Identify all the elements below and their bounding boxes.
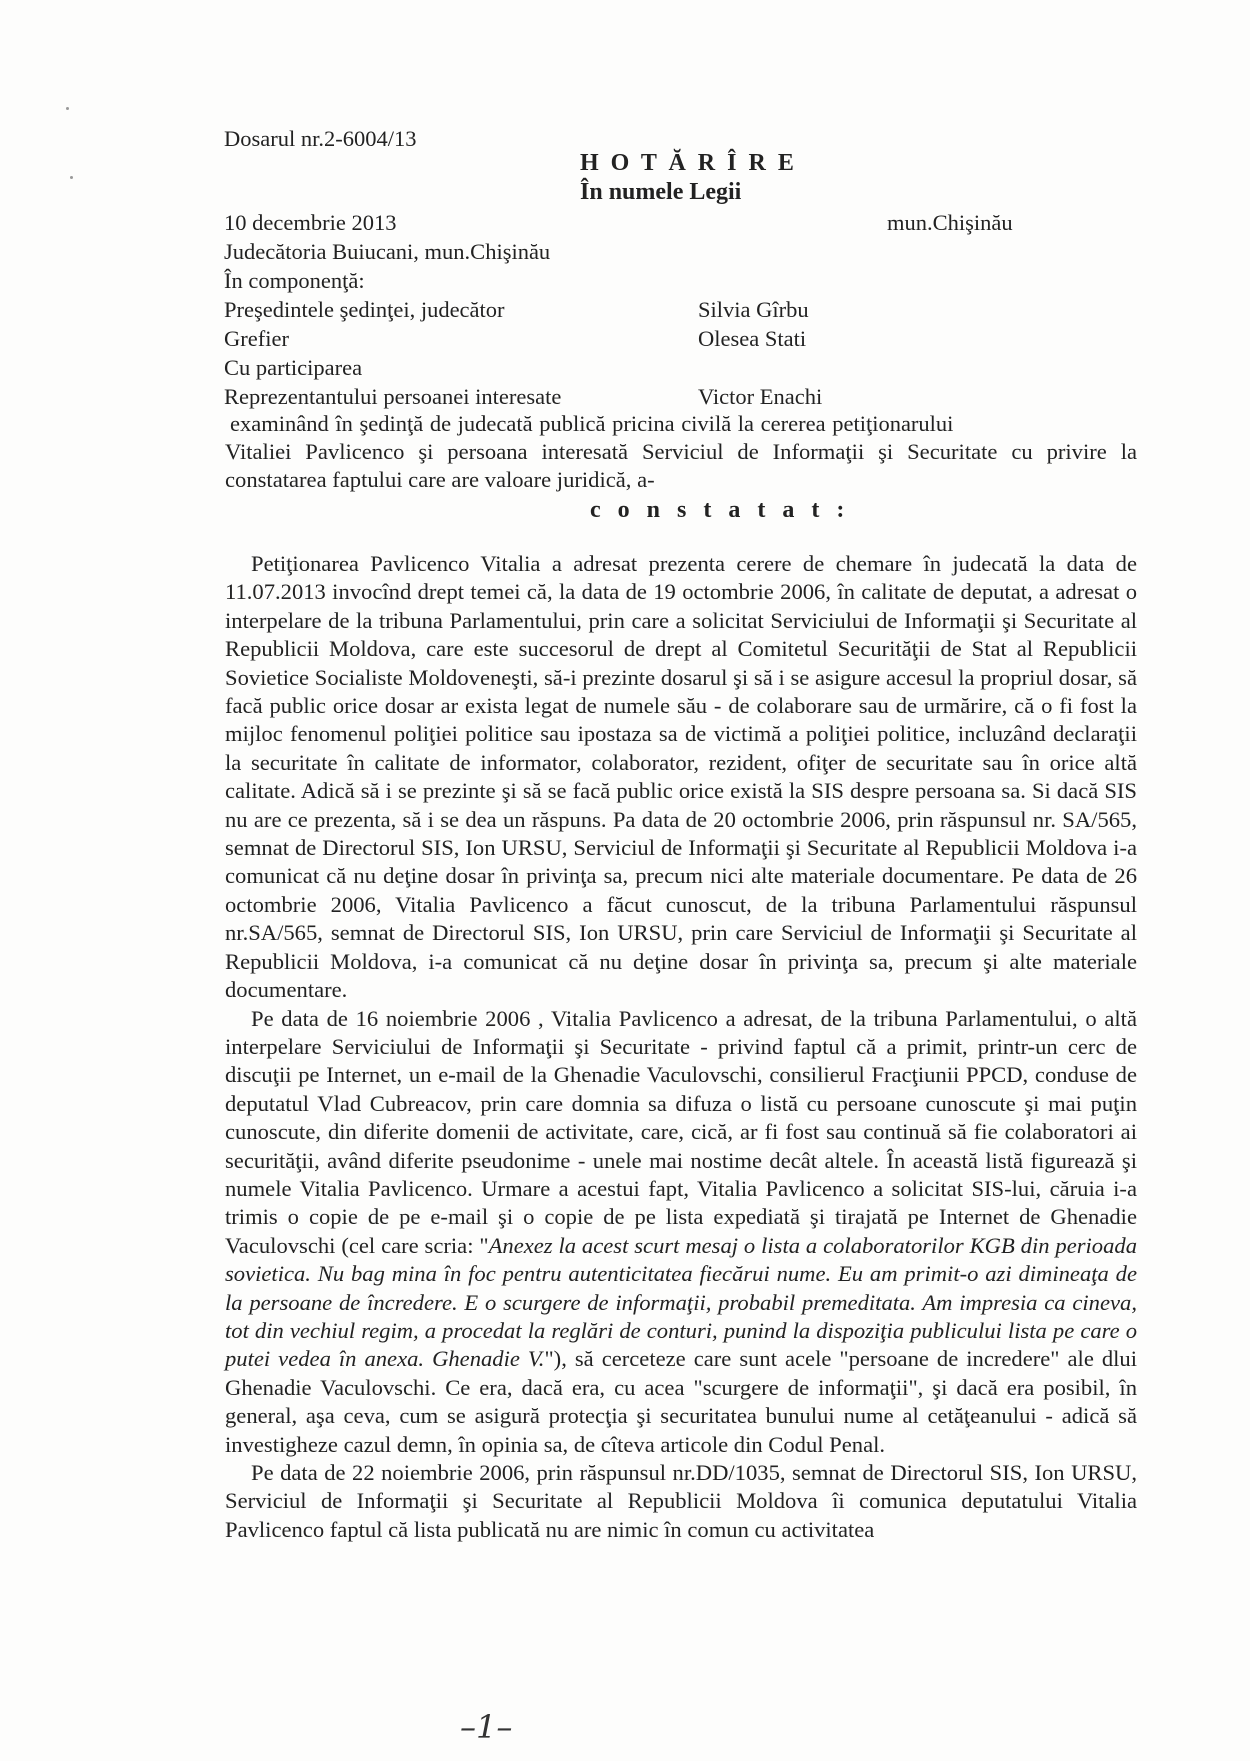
representative-label: Reprezentantului persoanei interesate bbox=[224, 384, 562, 409]
scan-speck bbox=[70, 176, 73, 179]
case-number: Dosarul nr.2-6004/13 bbox=[224, 126, 417, 151]
section-heading-constatat: c o n s t a t a t : bbox=[590, 497, 850, 523]
paragraph-1: Petiţionarea Pavlicenco Vitalia a adresat prezenta cerere de chemare în judecată la data de 11.07.2013 invocînd drept temei că, la data de 19 octombrie 2006, în calitate de deputat, a adresat o interpelare de la tribuna Parlamentului, prin care a solicitat Serviciului de Informaţii şi Securitate al Republicii Moldova, care este succesorul de drept al Comitetul Securităţii de Stat al Republicii Sovietice Socialiste Moldoveneşti, să-i prezinte dosarul şi să i se asigure accesul la propriul dosar, să facă public orice dosar ar exista legat de numele său - de colaborare sau de urmărire, că o fi fost la mijloc fenomenul poliţiei politice sau ipostaza sa de victimă a poliţiei politice, incluzând declaraţii la securitate în calitate de informator, colaborator, rezident, ofiţer de securitate sau în orice altă calitate. Adică să i se prezinte şi să se facă public orice există la SIS despre persoana sa. Si dacă SIS nu are ce prezenta, să i se dea un răspuns. Pa data de 20 octombrie 2006, prin răspunsul nr. SA/565, semnat de Directorul SIS, Ion URSU, Serviciul de Informaţii şi Securitate al Republicii Moldova i-a comunicat că nu deţine dosar în privinţa sa, precum nici alte materiale documentare. Pe data de 26 octombrie 2006, Vitalia Pavlicenco a făcut cunoscut, de la tribuna Parlamentului răspunsul nr.SA/565, semnat de Directorul SIS, Ion URSU, prin care Serviciul de Informaţii şi Securitate al Republicii Moldova, i-a comunicat că nu deţine dosar în privinţa sa, precum şi alte materiale documentare. bbox=[225, 551, 1137, 1003]
paragraph-2-quote: Anexez la acest scurt mesaj o lista a colaboratorilor KGB din perioada sovietica. Nu bag mina în foc pentru autenticitatea fiecărui nume. Eu am primit-o azi dimineaţa de la persoane de încredere. E o scurgere de informaţii, probabil premeditata. Am impresia ca cineva, tot din vechiul regim, a procedat la reglări de conturi, punind la dispoziţia publicului lista pe care o putei vedea în anexa. Ghenadie V. bbox=[225, 1232, 1137, 1372]
clerk-name: Olesea Stati bbox=[698, 326, 807, 351]
paragraph-2-end: "), să cerceteze care sunt acele "persoane de incredere" ale dlui Ghenadie Vaculovschi. Ce era, dacă era, cu acea "scurgere de informaţii", şi dacă era posibil, în general, aşa ceva, cum se asigură protecţia şi securitatea bunului nume al cetăţeanului - adică să investigheze cazul demn, în opinia sa, de cîteva articole din Codul Penal. bbox=[225, 1346, 1138, 1457]
document-subtitle: În numele Legii bbox=[580, 179, 742, 205]
paragraph-2-start: Pe data de 16 noiembrie 2006 , Vitalia Pavlicenco a adresat, de la tribuna Parlamentului, o altă interpelare Serviciului de Informaţii şi Securitate - privind faptul că a primit, printr-un cerc de discuţii pe Internet, un e-mail de la Ghenadie Vaculovschi, consilierul Fracţiunii PPCD, conduse de deputatul Vlad Cubreacov, prin care domnia sa difuza o listă cu persoane cunoscute şi mai puţin cunoscute, din diferite domenii de activitate, care, cică, ar fi fost sau continuă să fie colaboratori ai securităţii, având diferite pseudonime - unele mai nostime decât altele. În această listă figurează şi numele Vitalia Pavlicenco. Urmare a acestui fapt, Vitalia Pavlicenco a solicitat SIS-lui, căruia i-a trimis o copie de pe e-mail şi o copie de pe lista expediată şi tirajată pe Internet de Ghenadie Vaculovschi (cel care scria: " bbox=[225, 1005, 1137, 1258]
intro-rest: Vitaliei Pavlicenco şi persoana interesată Serviciul de Informaţii şi Securitate cu privire la constatarea faptului care are valoare juridică, a- bbox=[225, 439, 1137, 493]
page-number: –1– bbox=[460, 1708, 513, 1746]
document-title: H O T Ă R Î R E bbox=[580, 150, 797, 176]
paragraph-3: Pe data de 22 noiembrie 2006, prin răspunsul nr.DD/1035, semnat de Directorul SIS, Ion URSU, Serviciul de Informaţii şi Securitate al Republicii Moldova îi comunica deputatului Vitalia Pavlicenco faptul că lista publicată nu are nimic în comun cu activitatea bbox=[225, 1460, 1137, 1542]
decision-date: 10 decembrie 2013 bbox=[224, 210, 397, 235]
intro-text bbox=[225, 438, 1137, 495]
decision-city: mun.Chişinău bbox=[887, 210, 1013, 235]
composition-label: În componenţă: bbox=[224, 268, 365, 293]
main-body bbox=[225, 550, 1137, 1544]
president-label: Preşedintele şedinţei, judecător bbox=[224, 297, 505, 322]
representative-name: Victor Enachi bbox=[698, 384, 823, 409]
paragraph-2 bbox=[225, 1005, 1137, 1460]
clerk-label: Grefier bbox=[224, 326, 289, 351]
intro-first-line: examinând în şedinţă de judecată publică pricina civilă la cererea petiţionarului bbox=[230, 411, 954, 436]
scan-speck bbox=[66, 107, 69, 110]
participation-label: Cu participarea bbox=[224, 355, 363, 380]
court-name: Judecătoria Buiucani, mun.Chişinău bbox=[224, 239, 551, 264]
president-name: Silvia Gîrbu bbox=[698, 297, 809, 322]
